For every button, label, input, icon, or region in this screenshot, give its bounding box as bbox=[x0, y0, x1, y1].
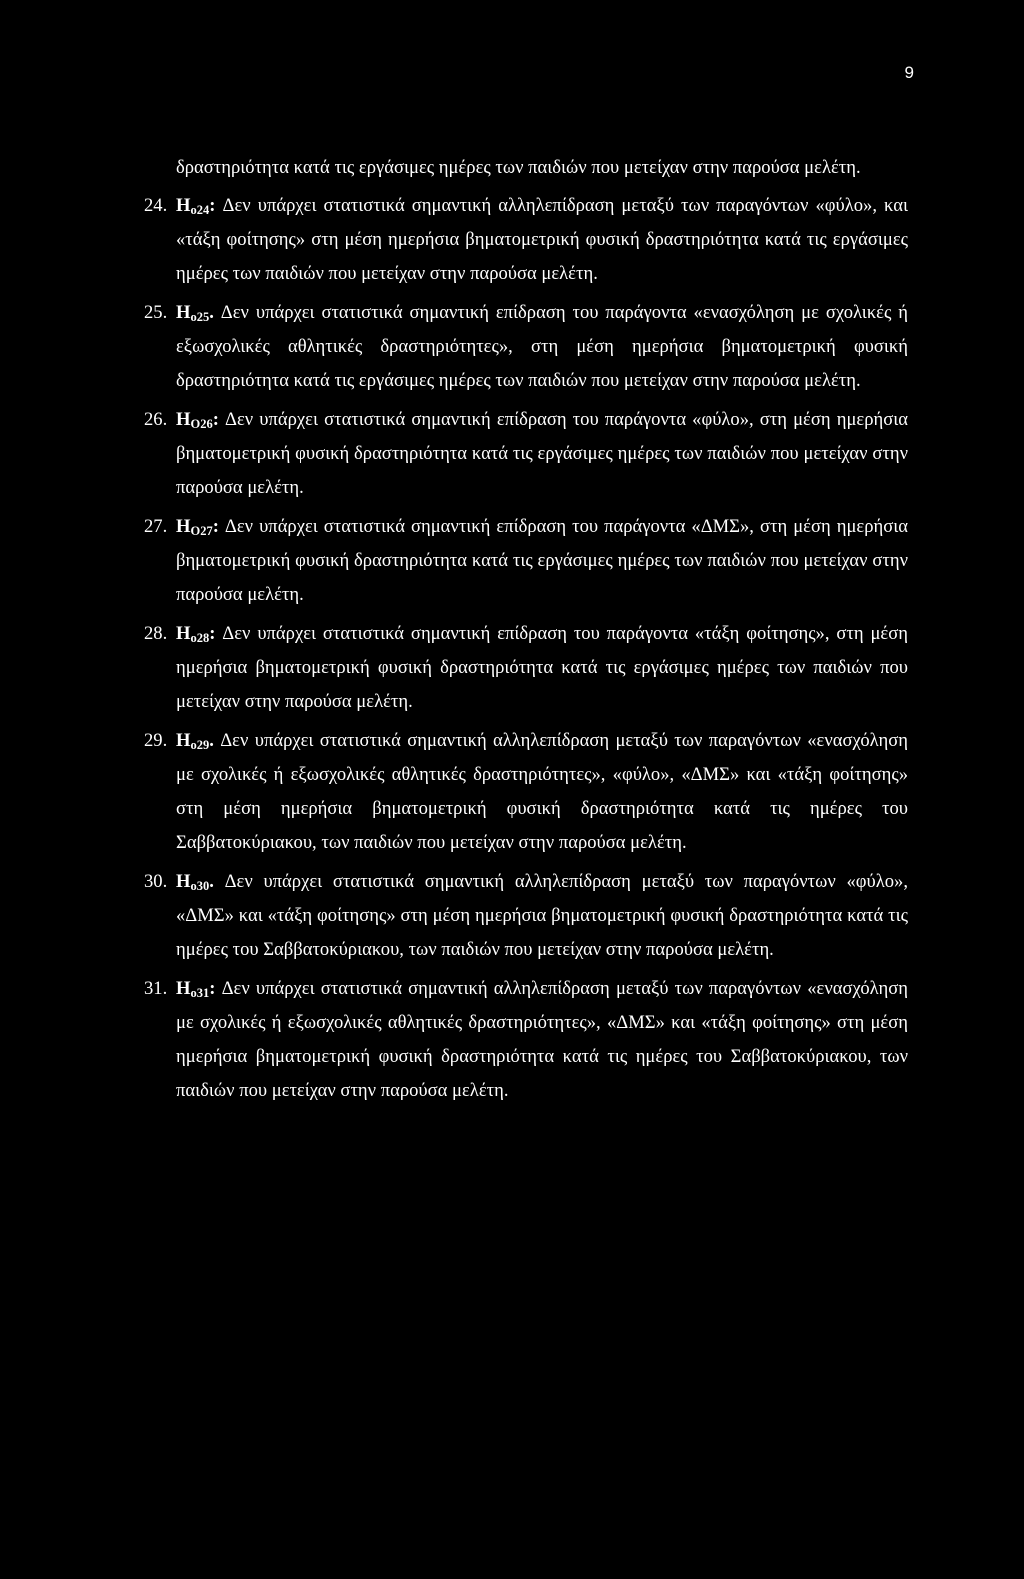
item-body bbox=[176, 403, 908, 505]
hypothesis-label: $H_{o28}$: bbox=[176, 623, 216, 645]
hypothesis-item-30 bbox=[144, 865, 908, 967]
hypothesis-label: $H_{o24}$: bbox=[176, 195, 216, 217]
item-number: 28. bbox=[144, 623, 168, 644]
item-body bbox=[176, 724, 908, 860]
item-body bbox=[176, 296, 908, 398]
hypothesis-item-25 bbox=[144, 296, 908, 398]
hypothesis-item-27 bbox=[144, 510, 908, 612]
hypothesis-item-26 bbox=[144, 403, 908, 505]
hypothesis-text: Δεν υπάρχει στατιστικά σημαντική επίδραση του παράγοντα «ΔΜΣ», στη μέση ημερήσια βηματομετρική φυσική δραστηριότητα κατά τις εργάσιμες ημέρες των παιδιών που μετείχαν στην παρούσα μελέτη. bbox=[176, 516, 908, 605]
hypothesis-text: Δεν υπάρχει στατιστικά σημαντική αλληλεπίδραση μεταξύ των παραγόντων «φύλο», και «τάξη φοίτησης» στη μέση ημερήσια βηματομετρική φυσική δραστηριότητα κατά τις εργάσιμες ημέρες των παιδιών που μετείχαν στην παρούσα μελέτη. bbox=[176, 195, 908, 284]
hypothesis-item-29 bbox=[144, 724, 908, 860]
item-number: 29. bbox=[144, 730, 168, 751]
document-body bbox=[144, 151, 908, 1113]
item-body bbox=[176, 865, 908, 967]
intro-paragraph: δραστηριότητα κατά τις εργάσιμες ημέρες των παιδιών που μετείχαν στην παρούσα μελέτη. bbox=[176, 157, 861, 178]
item-number: 25. bbox=[144, 302, 168, 323]
hypothesis-text: Δεν υπάρχει στατιστικά σημαντική αλληλεπίδραση μεταξύ των παραγόντων «φύλο», «ΔΜΣ» και «τάξη φοίτησης» στη μέση ημερήσια βηματομετρική φυσική δραστηριότητα κατά τις ημέρες του Σαββατοκύριακου, των παιδιών που μετείχαν στην παρούσα μελέτη. bbox=[176, 871, 908, 960]
hypothesis-label: $H_{o25}$. bbox=[176, 302, 214, 324]
hypothesis-text: Δεν υπάρχει στατιστικά σημαντική επίδραση του παράγοντα «τάξη φοίτησης», στη μέση ημερήσια βηματομετρική φυσική δραστηριότητα κατά τις εργάσιμες ημέρες των παιδιών που μετείχαν στην παρούσα μελέτη. bbox=[176, 623, 908, 712]
hypothesis-item-31 bbox=[144, 972, 908, 1108]
item-number: 27. bbox=[144, 516, 168, 537]
hypothesis-label: $H_{O27}$: bbox=[176, 516, 219, 538]
hypothesis-text: Δεν υπάρχει στατιστικά σημαντική επίδραση του παράγοντα «φύλο», στη μέση ημερήσια βηματομετρική φυσική δραστηριότητα κατά τις εργάσιμες ημέρες των παιδιών που μετείχαν στην παρούσα μελέτη. bbox=[176, 409, 908, 498]
hypothesis-label: $H_{o30}$. bbox=[176, 871, 214, 893]
page-number: 9 bbox=[904, 63, 914, 82]
hypothesis-item-24 bbox=[144, 189, 908, 291]
item-number: 31. bbox=[144, 978, 168, 999]
item-body bbox=[176, 510, 908, 612]
item-number: 30. bbox=[144, 871, 168, 892]
item-body bbox=[176, 617, 908, 719]
item-number: 26. bbox=[144, 409, 168, 430]
hypothesis-label: $H_{o31}$: bbox=[176, 978, 216, 1000]
hypothesis-label: $H_{O26}$: bbox=[176, 409, 219, 431]
item-body bbox=[176, 189, 908, 291]
item-number: 24. bbox=[144, 195, 168, 216]
hypothesis-text: Δεν υπάρχει στατιστικά σημαντική αλληλεπίδραση μεταξύ των παραγόντων «ενασχόληση με σχολικές ή εξωσχολικές αθλητικές δραστηριότητες», «ΔΜΣ» και «τάξη φοίτησης» στη μέση ημερήσια βηματομετρική φυσική δραστηριότητα κατά τις ημέρες του Σαββατοκύριακου, των παιδιών που μετείχαν στην παρούσα μελέτη. bbox=[176, 978, 908, 1101]
hypothesis-text: Δεν υπάρχει στατιστικά σημαντική αλληλεπίδραση μεταξύ των παραγόντων «ενασχόληση με σχολικές ή εξωσχολικές αθλητικές δραστηριότητες», «φύλο», «ΔΜΣ» και «τάξη φοίτησης» στη μέση ημερήσια βηματομετρική φυσική δραστηριότητα κατά τις ημέρες του Σαββατοκύριακου, των παιδιών που μετείχαν στην παρούσα μελέτη. bbox=[176, 730, 908, 853]
hypothesis-text: Δεν υπάρχει στατιστικά σημαντική επίδραση του παράγοντα «ενασχόληση με σχολικές ή εξωσχολικές αθλητικές δραστηριότητες», στη μέση ημερήσια βηματομετρική φυσική δραστηριότητα κατά τις εργάσιμες ημέρες των παιδιών που μετείχαν στην παρούσα μελέτη. bbox=[176, 302, 908, 391]
item-body bbox=[176, 972, 908, 1108]
hypothesis-label: $H_{o29}$. bbox=[176, 730, 214, 752]
hypothesis-item-28 bbox=[144, 617, 908, 719]
